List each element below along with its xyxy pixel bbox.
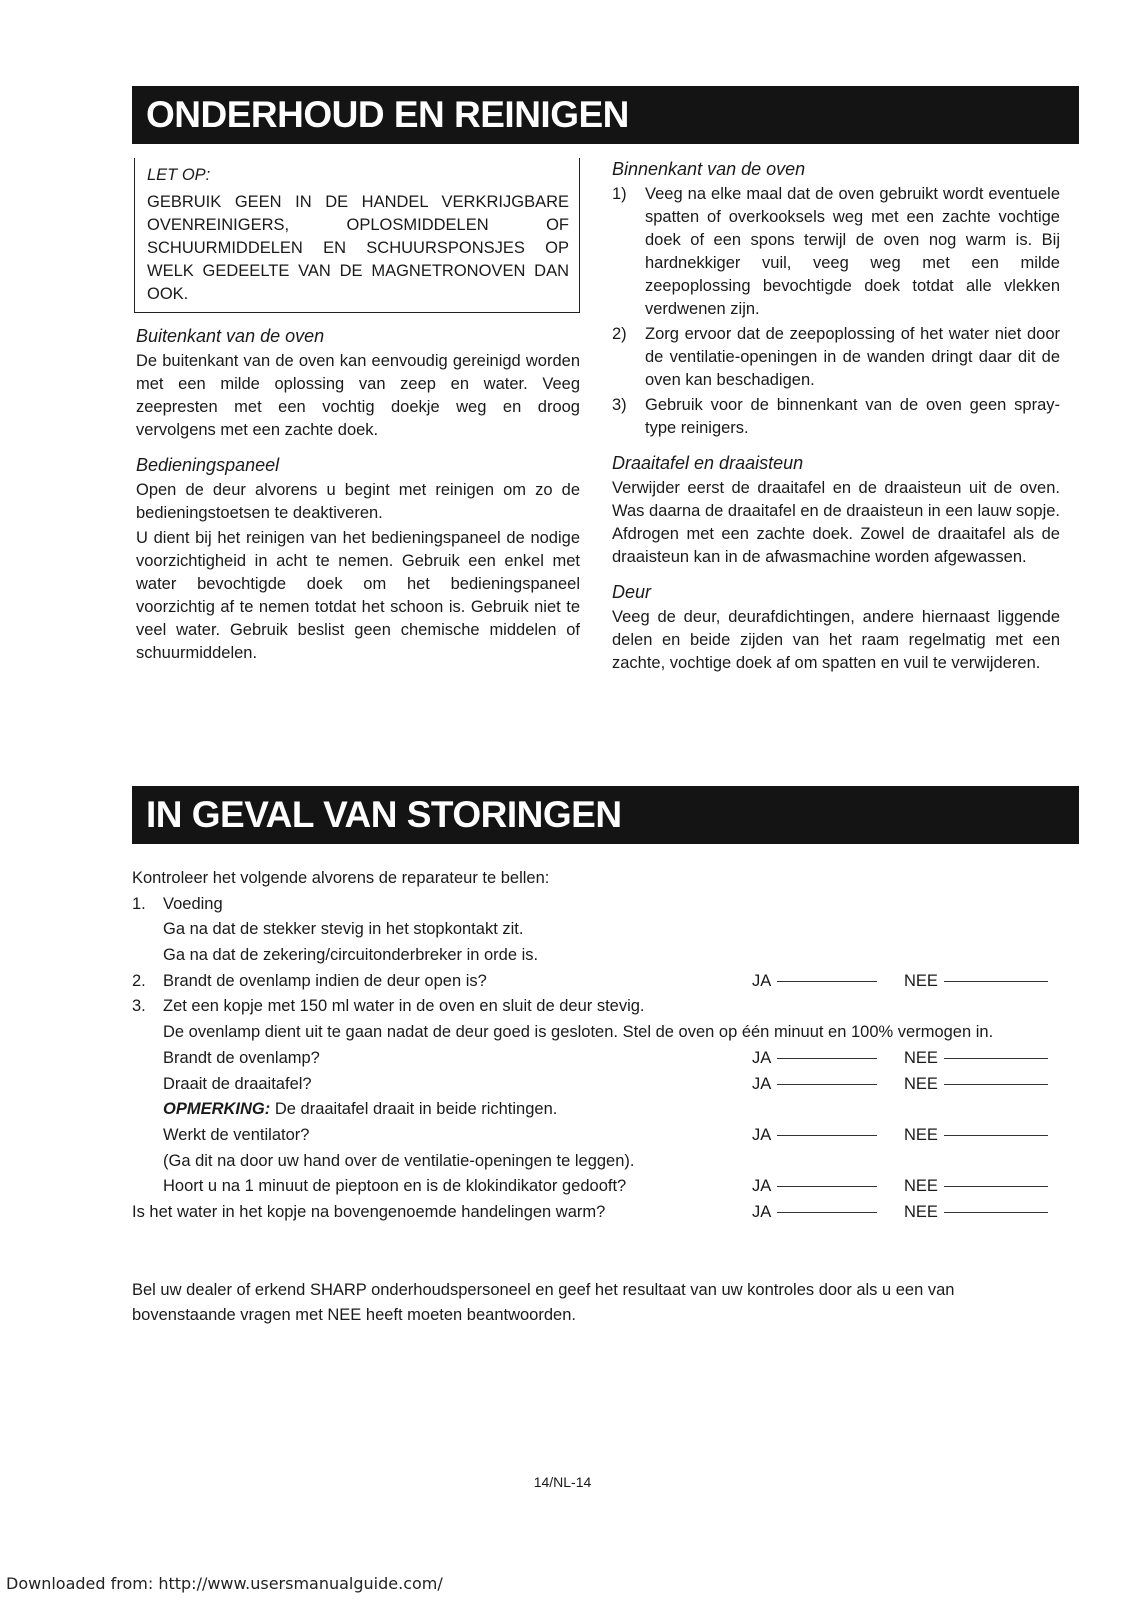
- closing-paragraph: Bel uw dealer of erkend SHARP onderhoudspersoneel en geef het resultaat van uw kontroles door als u een van bovenstaande vragen met NEE heeft moeten beantwoorden.: [132, 1281, 955, 1324]
- check-row: [132, 1149, 1062, 1175]
- check-row: [132, 1123, 1062, 1149]
- paragraph-panel-2: U dient bij het reinigen van het bedieningspaneel de nodige voorzichtigheid in acht te nemen. Gebruik een enkel met water bevochtigde doek om het bedieningspaneel voorzichtig af te nemen totdat het schoon is. Gebruik niet te veel water. Gebruik beslist geen chemische middelen of schuurmiddelen.: [136, 529, 580, 662]
- item-number: 3.: [132, 997, 146, 1016]
- yes-answer: [752, 1046, 877, 1072]
- answer-line: [944, 1058, 1048, 1059]
- item-text: Ga na dat de zekering/circuitonderbreker in orde is.: [163, 946, 539, 965]
- yes-label: JA: [752, 1048, 772, 1067]
- check-row: [132, 1200, 1062, 1226]
- section-title-text: IN GEVAL VAN STORINGEN: [146, 794, 622, 835]
- answer-line: [777, 1186, 877, 1187]
- troubleshooting-list: [132, 866, 1062, 1226]
- list-item: [612, 394, 1060, 440]
- paragraph-turntable: Verwijder eerst de draaitafel en de draaisteun uit de oven. Was daarna de draaitafel en de draaisteun in een lauw sopje. Afdrogen met een zachte doek. Zowel de draaitafel als de draaisteun kan in de afwasmachine worden afgewassen.: [612, 479, 1060, 566]
- answer-line: [944, 981, 1048, 982]
- yes-label: JA: [752, 971, 772, 990]
- answer-line: [944, 1135, 1048, 1136]
- item-number: 1.: [132, 894, 146, 913]
- no-answer: [904, 969, 1048, 995]
- item-text: Ga na dat de stekker stevig in het stopkontakt zit.: [163, 920, 524, 939]
- page-number: 14/NL-14: [533, 1474, 592, 1490]
- subhead-outside: Buitenkant van de oven: [136, 326, 325, 346]
- section-title-maintenance: [132, 86, 1079, 144]
- item-text: Brandt de ovenlamp indien de deur open is?: [163, 971, 487, 990]
- check-row: [132, 969, 1062, 995]
- item-text: Hoort u na 1 minuut de pieptoon en is de klokindikator gedooft?: [163, 1177, 627, 1196]
- list-item: [612, 323, 1060, 392]
- yes-answer: [752, 1200, 877, 1226]
- no-answer: [904, 1046, 1048, 1072]
- list-number: 3): [612, 396, 627, 414]
- paragraph-door: Veeg de deur, deurafdichtingen, andere hiernaast liggende delen en beide zijden van het raam regelmatig met een zachte, vochtige doek af om spatten en vuil te verwijderen.: [612, 608, 1060, 672]
- caution-label: LET OP:: [147, 166, 211, 184]
- item-text: Draait de draaitafel?: [163, 1074, 312, 1093]
- caution-text: GEBRUIK GEEN IN DE HANDEL VERKRIJGBARE OVENREINIGERS, OPLOSMIDDELEN OF SCHUURMIDDELEN EN SCHUURSPONSJES OP WELK GEDEELTE VAN DE MAGNETRONOVEN DAN OOK.: [147, 193, 569, 303]
- check-row: [132, 943, 1062, 969]
- check-row: [132, 917, 1062, 943]
- answer-line: [777, 981, 877, 982]
- no-answer: [904, 1174, 1048, 1200]
- item-text: Voeding: [163, 894, 223, 913]
- subhead-panel: Bedieningspaneel: [136, 455, 280, 475]
- check-row: [132, 1046, 1062, 1072]
- no-label: NEE: [904, 1202, 938, 1221]
- yes-label: JA: [752, 1074, 772, 1093]
- yes-answer: [752, 1072, 877, 1098]
- item-text: Zet een kopje met 150 ml water in de oven en sluit de deur stevig.: [163, 997, 645, 1016]
- no-answer: [904, 1123, 1048, 1149]
- paragraph-panel-1: Open de deur alvorens u begint met reinigen om zo de bedieningstoetsen te deaktiveren.: [136, 481, 580, 522]
- check-row: [132, 1174, 1062, 1200]
- yes-answer: [752, 1174, 877, 1200]
- no-label: NEE: [904, 971, 938, 990]
- no-label: NEE: [904, 1048, 938, 1067]
- answer-line: [944, 1186, 1048, 1187]
- right-column: [612, 158, 1060, 677]
- check-row: [132, 892, 1062, 918]
- yes-label: JA: [752, 1125, 772, 1144]
- list-number: 2): [612, 325, 627, 343]
- check-row: [132, 1097, 1062, 1123]
- answer-line: [944, 1212, 1048, 1213]
- check-row: [132, 1072, 1062, 1098]
- item-text: Is het water in het kopje na bovengenoemde handelingen warm?: [132, 1202, 606, 1221]
- item-paragraph: De ovenlamp dient uit te gaan nadat de deur goed is gesloten. Stel de oven op één minuut en 100% vermogen in.: [163, 1023, 994, 1042]
- answer-line: [777, 1135, 877, 1136]
- yes-answer: [752, 1123, 877, 1149]
- list-text: Zorg ervoor dat de zeepoplossing of het water niet door de ventilatie-openingen in de wanden dringt daar dit de oven kan beschadigen.: [645, 325, 1060, 389]
- item-text: Werkt de ventilator?: [163, 1125, 310, 1144]
- item-text: Brandt de ovenlamp?: [163, 1048, 320, 1067]
- answer-line: [777, 1084, 877, 1085]
- note-text: De draaitafel draait in beide richtingen.: [274, 1100, 558, 1119]
- yes-label: JA: [752, 1177, 772, 1196]
- left-column: [136, 158, 580, 667]
- yes-label: JA: [752, 1202, 772, 1221]
- section-title-troubleshooting: [132, 786, 1079, 844]
- answer-line: [777, 1058, 877, 1059]
- download-footer: Downloaded from: http://www.usersmanualguide.com/: [6, 1574, 443, 1593]
- check-row: [132, 994, 1062, 1020]
- inside-list: [612, 183, 1060, 440]
- subhead-inside: Binnenkant van de oven: [612, 159, 806, 179]
- intro-row: [132, 866, 1062, 892]
- list-text: Gebruik voor de binnenkant van de oven geen spray-type reinigers.: [645, 396, 1060, 437]
- list-number: 1): [612, 185, 627, 203]
- no-answer: [904, 1200, 1048, 1226]
- section-title-text: ONDERHOUD EN REINIGEN: [146, 94, 629, 135]
- yes-answer: [752, 969, 877, 995]
- no-answer: [904, 1072, 1048, 1098]
- subhead-turntable: Draaitafel en draaisteun: [612, 453, 804, 473]
- no-label: NEE: [904, 1177, 938, 1196]
- caution-box: [134, 158, 580, 313]
- note-row: [163, 1097, 557, 1123]
- no-label: NEE: [904, 1125, 938, 1144]
- list-item: [612, 183, 1060, 321]
- item-text: (Ga dit na door uw hand over de ventilatie-openingen te leggen).: [163, 1151, 635, 1170]
- intro-text: Kontroleer het volgende alvorens de reparateur te bellen:: [132, 869, 550, 887]
- item-number: 2.: [132, 971, 146, 990]
- answer-line: [777, 1212, 877, 1213]
- note-label: OPMERKING:: [163, 1100, 271, 1119]
- no-label: NEE: [904, 1074, 938, 1093]
- answer-line: [944, 1084, 1048, 1085]
- subhead-door: Deur: [612, 582, 652, 602]
- list-text: Veeg na elke maal dat de oven gebruikt wordt eventuele spatten of overkooksels weg met een zachte vochtige doek of een spons terwijl de oven nog warm is. Bij hardnekkiger vuil, veeg weg met een milde zeepoplossing bevochtigde doek totdat alle vlekken verdwenen zijn.: [645, 185, 1060, 318]
- paragraph-outside: De buitenkant van de oven kan eenvoudig gereinigd worden met een milde oplossing van zeep en water. Veeg zeepresten met een vochtig doekje weg en droog vervolgens met een zachte doek.: [136, 352, 580, 439]
